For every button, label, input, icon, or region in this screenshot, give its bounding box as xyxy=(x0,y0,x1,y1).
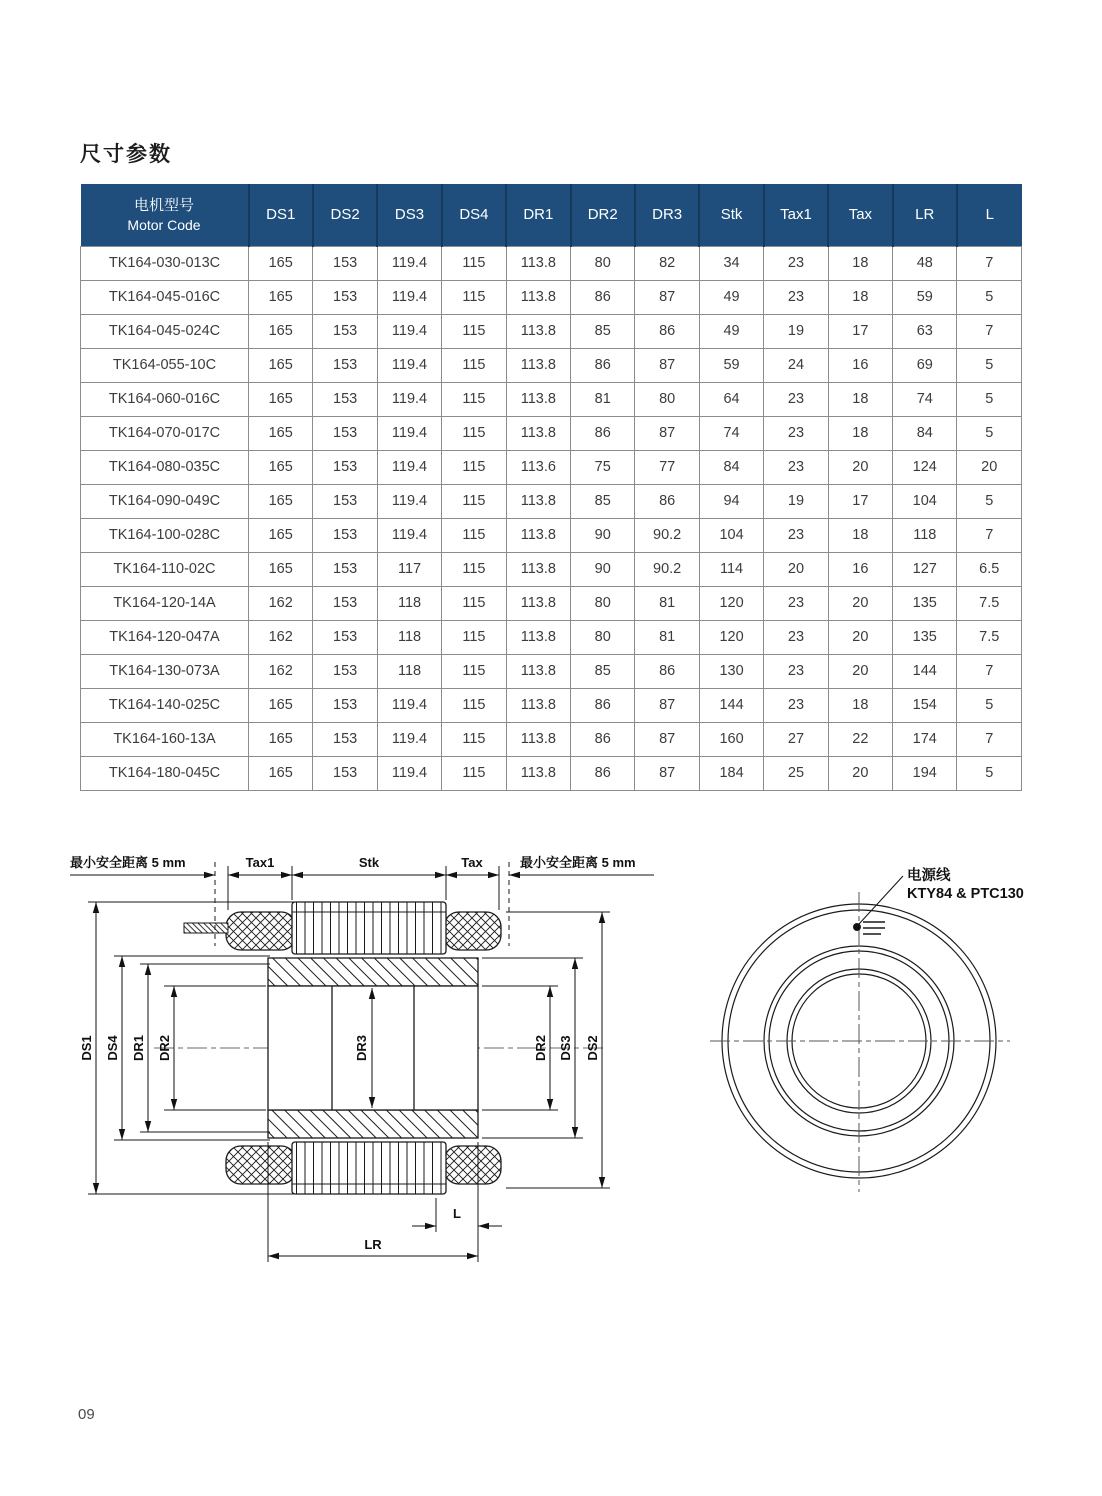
value-cell: 23 xyxy=(764,246,828,280)
column-header-lr: LR xyxy=(893,184,957,246)
value-cell: 82 xyxy=(635,246,699,280)
value-cell: 144 xyxy=(699,688,763,722)
value-cell: 20 xyxy=(764,552,828,586)
value-cell: 115 xyxy=(442,552,506,586)
value-cell: 115 xyxy=(442,416,506,450)
value-cell: 86 xyxy=(571,280,635,314)
value-cell: 18 xyxy=(828,280,892,314)
value-cell: 165 xyxy=(249,688,313,722)
table-header xyxy=(81,184,1022,246)
value-cell: 64 xyxy=(699,382,763,416)
value-cell: 84 xyxy=(699,450,763,484)
value-cell: 119.4 xyxy=(377,518,441,552)
value-cell: 49 xyxy=(699,314,763,348)
technical-drawings xyxy=(0,840,1102,1280)
column-header-stk: Stk xyxy=(699,184,763,246)
value-cell: 18 xyxy=(828,246,892,280)
value-cell: 114 xyxy=(699,552,763,586)
value-cell: 74 xyxy=(699,416,763,450)
value-cell: 162 xyxy=(249,620,313,654)
value-cell: 119.4 xyxy=(377,688,441,722)
value-cell: 87 xyxy=(635,280,699,314)
value-cell: 80 xyxy=(571,246,635,280)
value-cell: 75 xyxy=(571,450,635,484)
rotor-section xyxy=(268,958,478,1138)
motor-code-cell: TK164-090-049C xyxy=(81,484,249,518)
value-cell: 87 xyxy=(635,688,699,722)
value-cell: 165 xyxy=(249,450,313,484)
column-header-dr3: DR3 xyxy=(635,184,699,246)
value-cell: 5 xyxy=(957,688,1022,722)
value-cell: 86 xyxy=(571,416,635,450)
lead-wire xyxy=(184,923,228,933)
value-cell: 184 xyxy=(699,756,763,790)
value-cell: 59 xyxy=(893,280,957,314)
motor-code-cell: TK164-045-016C xyxy=(81,280,249,314)
table-row xyxy=(81,314,1022,348)
value-cell: 5 xyxy=(957,280,1022,314)
page-number: 09 xyxy=(78,1406,95,1423)
value-cell: 119.4 xyxy=(377,280,441,314)
column-header-ds1: DS1 xyxy=(249,184,313,246)
value-cell: 48 xyxy=(893,246,957,280)
value-cell: 153 xyxy=(313,688,377,722)
motor-code-cell: TK164-120-047A xyxy=(81,620,249,654)
value-cell: 23 xyxy=(764,688,828,722)
value-cell: 113.8 xyxy=(506,552,570,586)
value-cell: 165 xyxy=(249,246,313,280)
value-cell: 165 xyxy=(249,552,313,586)
value-cell: 153 xyxy=(313,484,377,518)
value-cell: 113.8 xyxy=(506,416,570,450)
value-cell: 18 xyxy=(828,688,892,722)
value-cell: 7 xyxy=(957,654,1022,688)
value-cell: 153 xyxy=(313,280,377,314)
value-cell: 113.8 xyxy=(506,246,570,280)
table-row xyxy=(81,416,1022,450)
value-cell: 115 xyxy=(442,382,506,416)
motor-header-en: Motor Code xyxy=(127,216,201,233)
value-cell: 104 xyxy=(893,484,957,518)
value-cell: 7 xyxy=(957,722,1022,756)
value-cell: 59 xyxy=(699,348,763,382)
motor-code-cell: TK164-030-013C xyxy=(81,246,249,280)
value-cell: 153 xyxy=(313,722,377,756)
value-cell: 165 xyxy=(249,518,313,552)
value-cell: 85 xyxy=(571,484,635,518)
value-cell: 113.6 xyxy=(506,450,570,484)
cable-label-line2: KTY84 & PTC130 xyxy=(907,886,1024,902)
value-cell: 194 xyxy=(893,756,957,790)
value-cell: 6.5 xyxy=(957,552,1022,586)
value-cell: 23 xyxy=(764,620,828,654)
table-row xyxy=(81,382,1022,416)
motor-code-cell: TK164-045-024C xyxy=(81,314,249,348)
motor-code-cell: TK164-140-025C xyxy=(81,688,249,722)
value-cell: 165 xyxy=(249,722,313,756)
value-cell: 94 xyxy=(699,484,763,518)
value-cell: 117 xyxy=(377,552,441,586)
value-cell: 90 xyxy=(571,552,635,586)
motor-code-cell: TK164-100-028C xyxy=(81,518,249,552)
safety-distance-left-label: 最小安全距离 5 mm xyxy=(70,855,186,870)
value-cell: 115 xyxy=(442,450,506,484)
value-cell: 165 xyxy=(249,280,313,314)
dr2-left-dim-label: DR2 xyxy=(157,1034,172,1062)
value-cell: 85 xyxy=(571,314,635,348)
value-cell: 86 xyxy=(571,722,635,756)
column-header-l: L xyxy=(957,184,1022,246)
value-cell: 84 xyxy=(893,416,957,450)
value-cell: 5 xyxy=(957,756,1022,790)
motor-code-cell: TK164-180-045C xyxy=(81,756,249,790)
value-cell: 119.4 xyxy=(377,416,441,450)
ds4-dim-label: DS4 xyxy=(105,1035,120,1061)
table-row xyxy=(81,246,1022,280)
value-cell: 86 xyxy=(635,654,699,688)
table-row xyxy=(81,586,1022,620)
value-cell: 90.2 xyxy=(635,518,699,552)
value-cell: 77 xyxy=(635,450,699,484)
table-row xyxy=(81,688,1022,722)
value-cell: 23 xyxy=(764,382,828,416)
motor-code-cell: TK164-160-13A xyxy=(81,722,249,756)
value-cell: 20 xyxy=(828,756,892,790)
column-header-dr2: DR2 xyxy=(571,184,635,246)
value-cell: 86 xyxy=(635,314,699,348)
value-cell: 119.4 xyxy=(377,450,441,484)
value-cell: 118 xyxy=(893,518,957,552)
motor-code-cell: TK164-080-035C xyxy=(81,450,249,484)
safety-distance-right-label: 最小安全距离 5 mm xyxy=(520,855,636,870)
value-cell: 162 xyxy=(249,654,313,688)
value-cell: 7 xyxy=(957,518,1022,552)
value-cell: 165 xyxy=(249,484,313,518)
motor-header-cn: 电机型号 xyxy=(133,196,194,214)
value-cell: 153 xyxy=(313,246,377,280)
table-row xyxy=(81,654,1022,688)
value-cell: 18 xyxy=(828,382,892,416)
value-cell: 153 xyxy=(313,450,377,484)
value-cell: 153 xyxy=(313,654,377,688)
value-cell: 115 xyxy=(442,314,506,348)
value-cell: 115 xyxy=(442,484,506,518)
value-cell: 87 xyxy=(635,756,699,790)
table-row xyxy=(81,722,1022,756)
table-row xyxy=(81,450,1022,484)
value-cell: 90 xyxy=(571,518,635,552)
table-row xyxy=(81,620,1022,654)
value-cell: 165 xyxy=(249,382,313,416)
value-cell: 90.2 xyxy=(635,552,699,586)
value-cell: 113.8 xyxy=(506,756,570,790)
value-cell: 174 xyxy=(893,722,957,756)
value-cell: 119.4 xyxy=(377,484,441,518)
value-cell: 20 xyxy=(828,654,892,688)
leader-line xyxy=(859,876,903,924)
value-cell: 153 xyxy=(313,552,377,586)
value-cell: 23 xyxy=(764,518,828,552)
value-cell: 113.8 xyxy=(506,518,570,552)
stk-dim-label: Stk xyxy=(358,855,380,870)
value-cell: 119.4 xyxy=(377,246,441,280)
ds2-dim-label: DS2 xyxy=(585,1035,600,1061)
value-cell: 130 xyxy=(699,654,763,688)
table-body xyxy=(81,246,1022,790)
value-cell: 74 xyxy=(893,382,957,416)
value-cell: 115 xyxy=(442,722,506,756)
value-cell: 23 xyxy=(764,280,828,314)
value-cell: 153 xyxy=(313,756,377,790)
value-cell: 115 xyxy=(442,620,506,654)
value-cell: 5 xyxy=(957,348,1022,382)
tax1-dim-label: Tax1 xyxy=(245,855,275,870)
stator-bottom-section xyxy=(226,1142,501,1194)
value-cell: 5 xyxy=(957,484,1022,518)
value-cell: 124 xyxy=(893,450,957,484)
value-cell: 118 xyxy=(377,586,441,620)
table-row xyxy=(81,348,1022,382)
value-cell: 20 xyxy=(957,450,1022,484)
motor-code-cell: TK164-130-073A xyxy=(81,654,249,688)
value-cell: 165 xyxy=(249,756,313,790)
table-row xyxy=(81,280,1022,314)
value-cell: 85 xyxy=(571,654,635,688)
value-cell: 81 xyxy=(571,382,635,416)
ds1-dim-label: DS1 xyxy=(79,1035,94,1061)
value-cell: 113.8 xyxy=(506,484,570,518)
value-cell: 69 xyxy=(893,348,957,382)
value-cell: 118 xyxy=(377,654,441,688)
ds3-dim-label: DS3 xyxy=(558,1035,573,1061)
value-cell: 119.4 xyxy=(377,314,441,348)
value-cell: 113.8 xyxy=(506,280,570,314)
value-cell: 80 xyxy=(571,620,635,654)
value-cell: 154 xyxy=(893,688,957,722)
table-row xyxy=(81,756,1022,790)
motor-code-cell: TK164-070-017C xyxy=(81,416,249,450)
value-cell: 81 xyxy=(635,620,699,654)
value-cell: 24 xyxy=(764,348,828,382)
value-cell: 80 xyxy=(571,586,635,620)
motor-side-view-drawing xyxy=(58,846,678,1266)
value-cell: 81 xyxy=(635,586,699,620)
value-cell: 23 xyxy=(764,450,828,484)
value-cell: 17 xyxy=(828,484,892,518)
value-cell: 160 xyxy=(699,722,763,756)
value-cell: 153 xyxy=(313,586,377,620)
value-cell: 113.8 xyxy=(506,722,570,756)
value-cell: 19 xyxy=(764,484,828,518)
l-dim-label: L xyxy=(453,1206,461,1221)
value-cell: 86 xyxy=(571,348,635,382)
dr3-dim-label: DR3 xyxy=(354,1034,369,1062)
value-cell: 104 xyxy=(699,518,763,552)
value-cell: 86 xyxy=(571,756,635,790)
value-cell: 113.8 xyxy=(506,314,570,348)
table-row xyxy=(81,484,1022,518)
value-cell: 23 xyxy=(764,416,828,450)
value-cell: 113.8 xyxy=(506,348,570,382)
value-cell: 135 xyxy=(893,620,957,654)
value-cell: 115 xyxy=(442,246,506,280)
value-cell: 22 xyxy=(828,722,892,756)
value-cell: 165 xyxy=(249,314,313,348)
motor-code-cell: TK164-120-14A xyxy=(81,586,249,620)
value-cell: 20 xyxy=(828,450,892,484)
value-cell: 17 xyxy=(828,314,892,348)
value-cell: 115 xyxy=(442,518,506,552)
value-cell: 118 xyxy=(377,620,441,654)
table-row xyxy=(81,518,1022,552)
value-cell: 7 xyxy=(957,246,1022,280)
value-cell: 153 xyxy=(313,620,377,654)
column-header-dr1: DR1 xyxy=(506,184,570,246)
value-cell: 113.8 xyxy=(506,654,570,688)
value-cell: 153 xyxy=(313,382,377,416)
value-cell: 18 xyxy=(828,518,892,552)
value-cell: 115 xyxy=(442,756,506,790)
value-cell: 63 xyxy=(893,314,957,348)
value-cell: 120 xyxy=(699,620,763,654)
value-cell: 86 xyxy=(635,484,699,518)
value-cell: 5 xyxy=(957,416,1022,450)
value-cell: 127 xyxy=(893,552,957,586)
value-cell: 34 xyxy=(699,246,763,280)
value-cell: 27 xyxy=(764,722,828,756)
motor-code-cell: TK164-110-02C xyxy=(81,552,249,586)
column-header-motor-code xyxy=(81,184,249,246)
value-cell: 5 xyxy=(957,382,1022,416)
value-cell: 25 xyxy=(764,756,828,790)
value-cell: 153 xyxy=(313,314,377,348)
value-cell: 113.8 xyxy=(506,688,570,722)
column-header-ds4: DS4 xyxy=(442,184,506,246)
dr2-right-dim-label: DR2 xyxy=(533,1034,548,1062)
value-cell: 153 xyxy=(313,518,377,552)
value-cell: 120 xyxy=(699,586,763,620)
value-cell: 49 xyxy=(699,280,763,314)
value-cell: 80 xyxy=(635,382,699,416)
value-cell: 87 xyxy=(635,416,699,450)
value-cell: 18 xyxy=(828,416,892,450)
table-row xyxy=(81,552,1022,586)
value-cell: 165 xyxy=(249,416,313,450)
value-cell: 19 xyxy=(764,314,828,348)
column-header-ds3: DS3 xyxy=(377,184,441,246)
value-cell: 23 xyxy=(764,654,828,688)
value-cell: 144 xyxy=(893,654,957,688)
value-cell: 153 xyxy=(313,348,377,382)
column-header-tax: Tax xyxy=(828,184,892,246)
value-cell: 115 xyxy=(442,280,506,314)
value-cell: 115 xyxy=(442,654,506,688)
motor-code-cell: TK164-055-10C xyxy=(81,348,249,382)
column-header-tax1: Tax1 xyxy=(764,184,828,246)
value-cell: 153 xyxy=(313,416,377,450)
motor-front-view-drawing xyxy=(698,852,1038,1197)
tax-dim-label: Tax xyxy=(461,855,483,870)
stator-top-section xyxy=(184,902,501,954)
value-cell: 165 xyxy=(249,348,313,382)
dr1-dim-label: DR1 xyxy=(131,1034,146,1062)
value-cell: 20 xyxy=(828,620,892,654)
lr-dim-label: LR xyxy=(364,1237,382,1252)
dimension-table xyxy=(80,184,1022,791)
center-crosshair xyxy=(710,892,1010,1192)
value-cell: 16 xyxy=(828,348,892,382)
value-cell: 7.5 xyxy=(957,620,1022,654)
value-cell: 135 xyxy=(893,586,957,620)
table-header-row xyxy=(81,184,1022,246)
column-header-ds2: DS2 xyxy=(313,184,377,246)
value-cell: 16 xyxy=(828,552,892,586)
page-title: 尺寸参数 xyxy=(80,143,172,166)
value-cell: 115 xyxy=(442,348,506,382)
value-cell: 113.8 xyxy=(506,382,570,416)
value-cell: 119.4 xyxy=(377,722,441,756)
motor-code-cell: TK164-060-016C xyxy=(81,382,249,416)
value-cell: 115 xyxy=(442,688,506,722)
value-cell: 119.4 xyxy=(377,756,441,790)
value-cell: 86 xyxy=(571,688,635,722)
value-cell: 87 xyxy=(635,348,699,382)
value-cell: 87 xyxy=(635,722,699,756)
value-cell: 115 xyxy=(442,586,506,620)
value-cell: 113.8 xyxy=(506,620,570,654)
value-cell: 113.8 xyxy=(506,586,570,620)
value-cell: 119.4 xyxy=(377,348,441,382)
value-cell: 7.5 xyxy=(957,586,1022,620)
value-cell: 20 xyxy=(828,586,892,620)
value-cell: 162 xyxy=(249,586,313,620)
value-cell: 119.4 xyxy=(377,382,441,416)
value-cell: 23 xyxy=(764,586,828,620)
cable-label-line1: 电源线 xyxy=(907,868,951,884)
value-cell: 7 xyxy=(957,314,1022,348)
